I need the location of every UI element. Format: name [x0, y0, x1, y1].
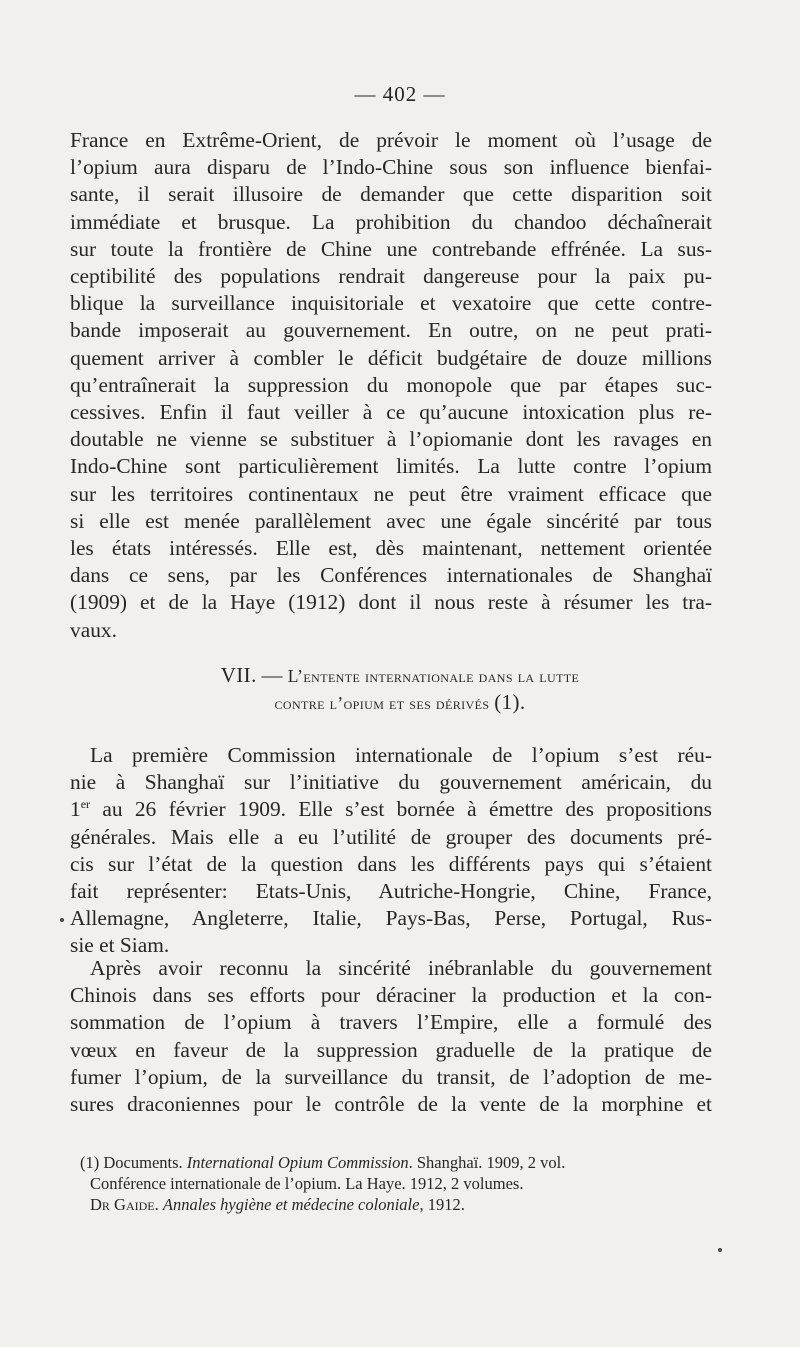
text-line: vœux en faveur de la suppression graduelle de la pratique de — [70, 1037, 712, 1062]
text-line: Indo-Chine sont particulièrement limités. La lutte contre l’opium — [70, 454, 712, 479]
section-title-line1: L’entente internationale dans la lutte — [287, 666, 580, 686]
text-line: Chinois dans ses efforts pour déraciner la production et la con- — [70, 983, 712, 1008]
text-line: fait représenter: Etats-Unis, Autriche-Hongrie, Chine, France, — [70, 879, 712, 904]
section-heading-line1 — [70, 662, 730, 689]
text-line: sures draconiennes pour le contrôle de la vente de la morphine et — [70, 1092, 712, 1117]
text-line: sie et Siam. — [70, 933, 170, 958]
footnote-1-title: International Opium Commission — [186, 1153, 409, 1172]
footnote-1-prefix: (1) Documents. — [80, 1153, 187, 1172]
footnote-3 — [80, 1194, 720, 1215]
footnote-1 — [80, 1152, 720, 1173]
paragraph-commission-resolutions — [70, 955, 712, 1118]
footnote-3-rest: , 1912. — [419, 1195, 465, 1214]
text-line: sommation de l’opium à travers l’Empire, elle a formulé des — [70, 1010, 712, 1035]
footnote-3-author: Dr Gaide. — [90, 1195, 159, 1214]
section-heading — [70, 662, 730, 716]
text-line: Allemagne, Angleterre, Italie, Pays-Bas, Perse, Portugal, Rus- — [70, 906, 712, 931]
text-line: sante, il serait illusoire de demander que cette disparition soit — [70, 182, 712, 207]
text-line: La première Commission internationale de l’opium s’est réu- — [90, 743, 712, 767]
section-heading-line2 — [70, 689, 730, 716]
text-line: (1909) et de la Haye (1912) dont il nous reste à résumer les tra- — [70, 590, 712, 615]
text-line: blique la surveillance inquisitoriale et vexatoire que cette contre- — [70, 291, 712, 316]
ink-speck — [60, 918, 64, 922]
text-line-rest: au 26 février 1909. Elle s’est bornée à émettre des propositions — [90, 797, 712, 822]
text-line: France en Extrême-Orient, de prévoir le moment où l’usage de — [70, 128, 712, 152]
text-line: générales. Mais elle a eu l’utilité de grouper des documents pré- — [70, 824, 712, 849]
text-line: cis sur l’état de la question dans les différents pays qui s’étaient — [70, 851, 712, 876]
footnote-1-rest: . Shanghaï. 1909, 2 vol. — [408, 1153, 566, 1172]
ink-speck — [718, 1248, 722, 1252]
text-line: dans ce sens, par les Conférences internationales de Shanghaï — [70, 563, 712, 588]
text-line: si elle est menée parallèlement avec une égale sincérité par tous — [70, 508, 712, 533]
date-day: 1 — [70, 797, 81, 822]
heading-dash: — — [261, 663, 283, 687]
ordinal-suffix: er — [80, 797, 91, 812]
text-line: quement arriver à combler le déficit budgétaire de douze millions — [70, 345, 712, 370]
paragraph-shanghai-commission — [70, 742, 712, 960]
text-line: qu’entraînerait la suppression du monopole que par étapes suc- — [70, 372, 712, 397]
footnote-3-title: Annales hygiène et médecine coloniale — [162, 1195, 420, 1214]
text-line: cessives. Enfin il faut veiller à ce qu’aucune intoxication plus re- — [70, 400, 712, 425]
text-line: immédiate et brusque. La prohibition du chandoo déchaînerait — [70, 209, 712, 234]
text-line: Après avoir reconnu la sincérité inébranlable du gouvernement — [90, 956, 712, 980]
paragraph-opium-prohibition — [70, 127, 712, 644]
text-line — [70, 796, 712, 823]
text-line: nie à Shanghaï sur l’initiative du gouvernement américain, du — [70, 770, 712, 795]
text-line: fumer l’opium, de la surveillance du transit, de l’adoption de me- — [70, 1064, 712, 1089]
page-number: — 402 — — [354, 82, 446, 106]
footnotes — [80, 1152, 720, 1215]
text-line: sur toute la frontière de Chine une contrebande effrénée. La sus- — [70, 236, 712, 261]
text-line: ceptibilité des populations rendrait dangereuse pour la paix pu- — [70, 264, 712, 289]
text-line: doutable ne vienne se substituer à l’opiomanie dont les ravages en — [70, 427, 712, 452]
text-line: les états intéressés. Elle est, dès maintenant, nettement orientée — [70, 536, 712, 561]
footnote-reference: (1). — [494, 690, 526, 714]
text-line: bande imposerait au gouvernement. En outre, on ne peut prati- — [70, 318, 712, 343]
text-line: l’opium aura disparu de l’Indo-Chine sous son influence bienfai- — [70, 155, 712, 180]
section-title-line2: contre l’opium et ses dérivés — [274, 693, 490, 713]
section-numeral: VII. — [220, 663, 257, 687]
text-line: vaux. — [70, 617, 117, 642]
text-line: sur les territoires continentaux ne peut être vraiment efficace que — [70, 481, 712, 506]
footnote-2: Conférence internationale de l’opium. La Haye. 1912, 2 volumes. — [90, 1174, 524, 1193]
